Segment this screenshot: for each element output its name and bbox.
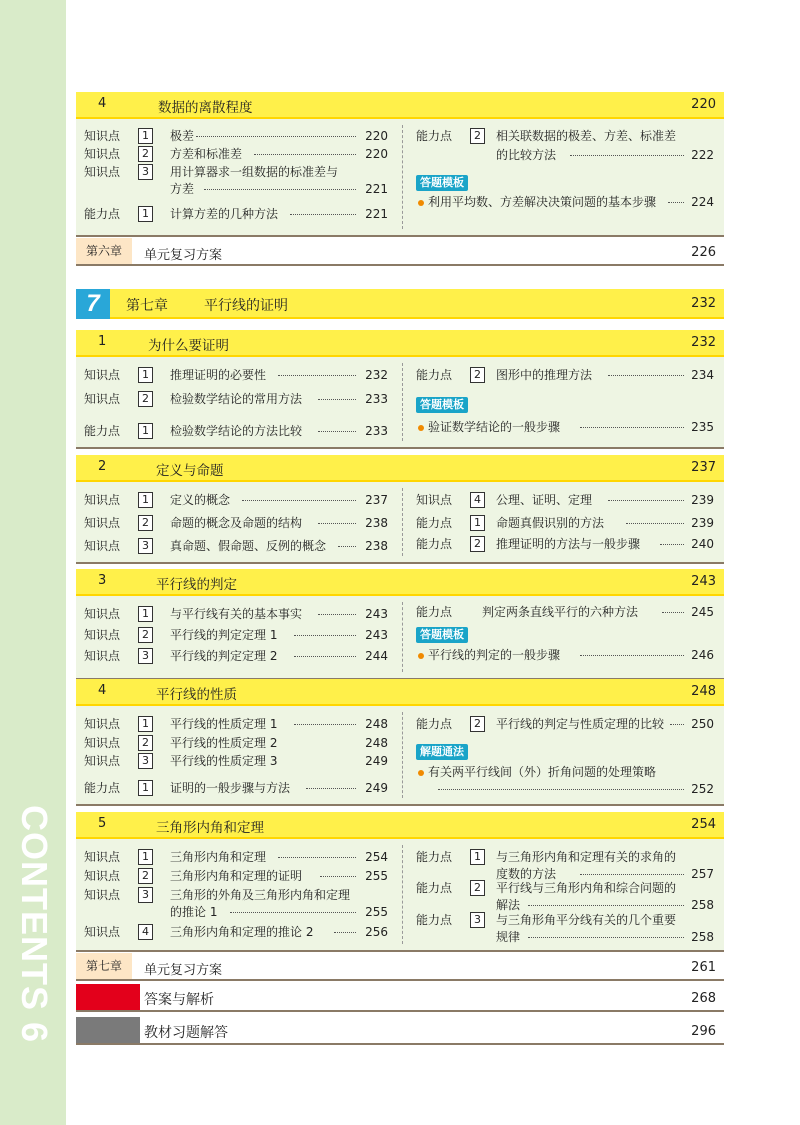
- section-header[interactable]: 3 平行线的判定 243: [76, 569, 724, 596]
- method-tag: 解题通法: [416, 744, 468, 760]
- summary-page: 261: [691, 960, 716, 975]
- answers-page: 268: [691, 991, 716, 1006]
- section-panel: 知识点 1 平行线的性质定理 1 248 知识点 2 平行线的性质定理 2 248 知识点 3 平行线的性质定理 3 249 能力点 1 证明的一般步骤与方法 249 能力点 2 平行线的判定与性质定理的比较 250 解题通法 有关两平行线间（外）折角问题的处理策略 252: [76, 706, 724, 806]
- section-title: 数据的离散程度: [158, 100, 253, 116]
- answers-row[interactable]: [76, 984, 724, 1012]
- summary-title: 单元复习方案: [144, 248, 223, 263]
- template-tag: 答题模板: [416, 397, 468, 413]
- chapter-page: 232: [691, 296, 716, 311]
- textbook-page: 296: [691, 1024, 716, 1039]
- chapter-summary-row[interactable]: [76, 953, 724, 981]
- toc-entry[interactable]: 有关两平行线间（外）折角问题的处理策略 252: [428, 765, 714, 796]
- chapter-label: 第七章: [126, 298, 168, 314]
- chapter-number-icon: 7: [76, 289, 110, 319]
- section-header[interactable]: 1 为什么要证明 232: [76, 330, 724, 357]
- toc-entry[interactable]: 能力点 2 相关联数据的极差、方差、标准差 的比较方法 222: [416, 129, 714, 162]
- gray-block: [76, 1017, 140, 1043]
- bullet-icon: [418, 425, 424, 431]
- answers-title: 答案与解析: [144, 992, 214, 1008]
- chapter-label: 第七章: [76, 953, 132, 979]
- section-header[interactable]: 4 平行线的性质 248: [76, 679, 724, 706]
- bullet-icon: [418, 200, 424, 206]
- section-number: 4: [98, 96, 107, 111]
- toc-entry[interactable]: 能力点 3 与三角形角平分线有关的几个重要 规律 258: [416, 913, 714, 944]
- section-panel: 知识点 1 极差 220 知识点 2 方差和标准差 220 知识点 3 用计算器求一组数据的标准差与 方差 221 能力点 1 计算方差的几种方法 221 能力点 2 相关联数据的极差、方差、标准差 的比较方法 222 答题模板 利用平均数、方差解决决策问题的基本步骤 224: [76, 119, 724, 237]
- section-header[interactable]: [76, 92, 724, 119]
- section-header[interactable]: 2 定义与命题 237: [76, 455, 724, 482]
- section-panel: 知识点 1 三角形内角和定理 254 知识点 2 三角形内角和定理的证明 255 知识点 3 三角形的外角及三角形内角和定理 的推论 1 255 知识点 4 三角形内角和定理的推论 2 256 能力点 1 与三角形内角和定理有关的求角的 度数的方法 257 能力点 2 平行线与三角形内角和综合问题的 解法 258 能力点 3 与三角形角平分线有关的几个重要 规律 258: [76, 839, 724, 952]
- toc-entry[interactable]: 能力点 2 平行线与三角形内角和综合问题的 解法 258: [416, 881, 714, 912]
- toc-entry[interactable]: 知识点 3 用计算器求一组数据的标准差与 方差 221: [84, 165, 388, 196]
- summary-page: 226: [691, 245, 716, 260]
- chapter-header[interactable]: [76, 289, 724, 319]
- bullet-icon: [418, 653, 424, 659]
- section-page: 220: [691, 97, 716, 112]
- toc-entry[interactable]: 能力点 1 与三角形内角和定理有关的求角的 度数的方法 257: [416, 850, 714, 881]
- chapter-summary-row[interactable]: [76, 238, 724, 266]
- red-block: [76, 984, 140, 1010]
- bullet-icon: [418, 770, 424, 776]
- summary-title: 单元复习方案: [144, 963, 223, 978]
- textbook-title: 教材习题解答: [144, 1025, 228, 1041]
- section-panel: 知识点 1 与平行线有关的基本事实 243 知识点 2 平行线的判定定理 1 243 知识点 3 平行线的判定定理 2 244 能力点 判定两条直线平行的六种方法 245 答题模板 平行线的判定的一般步骤 246: [76, 596, 724, 680]
- chapter-title: 平行线的证明: [204, 298, 288, 314]
- textbook-answers-row[interactable]: [76, 1017, 724, 1045]
- column-divider: [402, 125, 403, 229]
- chapter-label: 第六章: [76, 238, 132, 264]
- template-tag: 答题模板: [416, 175, 468, 191]
- toc-entry[interactable]: 知识点 3 三角形的外角及三角形内角和定理 的推论 1 255: [84, 888, 388, 919]
- section-panel: 知识点 1 推理证明的必要性 232 知识点 2 检验数学结论的常用方法 233 能力点 1 检验数学结论的方法比较 233 能力点 2 图形中的推理方法 234 答题模板 验证数学结论的一般步骤 235: [76, 357, 724, 449]
- section-panel: 知识点 1 定义的概念 237 知识点 2 命题的概念及命题的结构 238 知识点 3 真命题、假命题、反例的概念 238 知识点 4 公理、证明、定理 239 能力点 1 命题真假识别的方法 239 能力点 2 推理证明的方法与一般步骤 240: [76, 482, 724, 564]
- section-header[interactable]: 5 三角形内角和定理 254: [76, 812, 724, 839]
- template-tag: 答题模板: [416, 627, 468, 643]
